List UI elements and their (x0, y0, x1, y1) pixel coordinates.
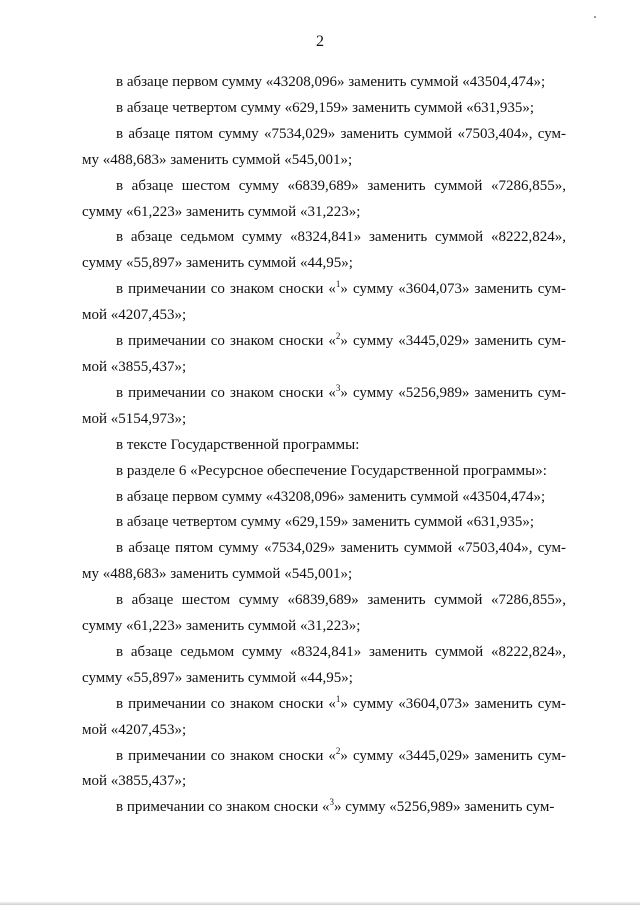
paragraph-line: в примечании со знаком сноски «$^3$» сумму «5256,989» заменить сум- (116, 797, 555, 816)
paragraph (82, 536, 566, 588)
paragraph-line: в абзаце пятом сумму «7534,029» заменить суммой «7503,404», сум- (116, 540, 566, 557)
paragraph-line: в примечании со знаком сноски «$^2$» сумму «3445,029» заменить сум- (116, 745, 566, 764)
paragraph-line: мой «3855,437»; (82, 773, 187, 790)
paragraph (82, 795, 566, 821)
paragraph (82, 510, 566, 536)
paragraph-line: сумму «55,897» заменить суммой «44,95»; (82, 669, 353, 686)
paragraph-line: в абзаце первом сумму «43208,096» заменить суммой «43504,474»; (116, 488, 546, 505)
paragraph (82, 381, 566, 433)
paragraph-line: в тексте Государственной программы: (116, 436, 360, 453)
paragraph-line: в абзаце седьмом сумму «8324,841» заменить суммой «8222,824», (116, 643, 566, 660)
paragraph-line: сумму «61,223» заменить суммой «31,223»; (82, 203, 361, 220)
paragraph-line: му «488,683» заменить суммой «545,001»; (82, 151, 353, 168)
paragraph-line: мой «4207,453»; (82, 721, 187, 738)
paragraph (82, 174, 566, 226)
paragraph (82, 96, 566, 122)
paragraph (82, 485, 566, 511)
footnote-mark: 3 (329, 797, 334, 808)
document-body (82, 70, 566, 821)
paragraph (82, 433, 566, 459)
paragraph-line: в примечании со знаком сноски «$^2$» сумму «3445,029» заменить сум- (116, 331, 566, 350)
footnote-mark: 1 (335, 693, 341, 704)
paragraph-line: в абзаце первом сумму «43208,096» заменить суммой «43504,474»; (116, 74, 546, 90)
paragraph-line: в абзаце седьмом сумму «8324,841» заменить суммой «8222,824», (116, 229, 566, 246)
footnote-mark: 2 (335, 331, 341, 342)
paragraph (82, 744, 566, 796)
paragraph-line: в примечании со знаком сноски «$^1$» сумму «3604,073» заменить сум- (116, 693, 566, 712)
paragraph-line: в абзаце пятом сумму «7534,029» заменить суммой «7503,404», сум- (116, 125, 566, 142)
page-number: 2 (316, 33, 324, 50)
paragraph-line: мой «4207,453»; (82, 307, 187, 324)
paragraph (82, 329, 566, 381)
paragraph (82, 122, 566, 174)
paragraph-line: в абзаце четвертом сумму «629,159» заменить суммой «631,935»; (116, 514, 535, 531)
paragraph-line: в примечании со знаком сноски «$^3$» сумму «5256,989» заменить сум- (116, 382, 566, 401)
paragraph-line: мой «3855,437»; (82, 358, 187, 375)
paragraph-line: мой «5154,973»; (82, 410, 187, 427)
paragraph-line: сумму «61,223» заменить суммой «31,223»; (82, 618, 361, 635)
paragraph-line: в абзаце шестом сумму «6839,689» заменить суммой «7286,855», (116, 592, 566, 609)
paragraph-line: сумму «55,897» заменить суммой «44,95»; (82, 255, 353, 272)
paragraph-line: в абзаце шестом сумму «6839,689» заменить суммой «7286,855», (116, 177, 566, 194)
paragraph (82, 225, 566, 277)
paragraph (82, 692, 566, 744)
paragraph-line: в примечании со знаком сноски «$^1$» сумму «3604,073» заменить сум- (116, 279, 566, 298)
scan-speck (594, 16, 596, 18)
paragraph-line: в разделе 6 «Ресурсное обеспечение Государственной программы»: (116, 462, 547, 479)
footnote-mark: 3 (335, 382, 341, 393)
footnote-mark: 1 (335, 279, 341, 290)
footnote-mark: 2 (335, 745, 341, 756)
paragraph-line: му «488,683» заменить суммой «545,001»; (82, 566, 353, 583)
paragraph (82, 640, 566, 692)
paragraph (82, 277, 566, 329)
paragraph-line: в абзаце четвертом сумму «629,159» заменить суммой «631,935»; (116, 99, 535, 116)
paragraph (82, 70, 566, 96)
paragraph (82, 459, 566, 485)
paragraph (82, 588, 566, 640)
